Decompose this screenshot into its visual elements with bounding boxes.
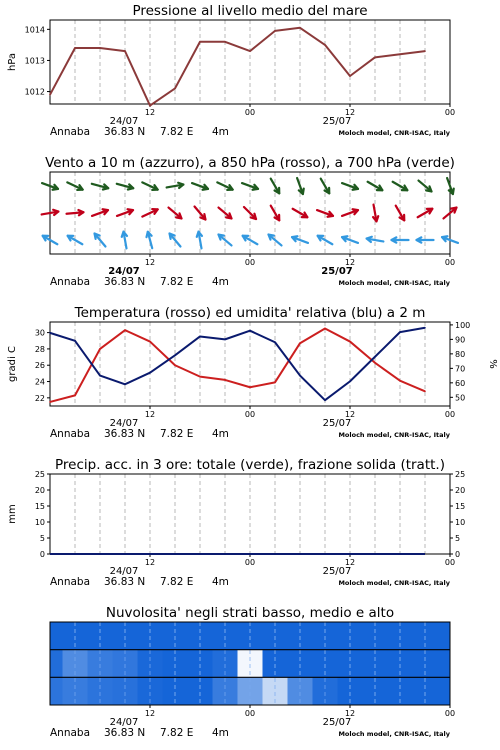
humidity-line-point [424, 327, 426, 329]
humidity-line-point [349, 381, 351, 383]
y-right-tick-label: 80 [455, 349, 466, 359]
x-tick-label: 00 [444, 108, 456, 117]
y-tick-label: 1013 [24, 56, 45, 66]
pressure-line-point [49, 94, 51, 96]
y-right-tick-label: 90 [455, 335, 466, 345]
location-name: Annaba [50, 576, 91, 588]
pressure-line-point [199, 41, 201, 43]
panel-2 [42, 155, 458, 288]
pressure-line-point [74, 47, 76, 49]
y-tick-label: 15 [34, 502, 45, 511]
plot-background [50, 474, 450, 554]
pressure-line-point [149, 105, 151, 107]
x-tick-label: 12 [144, 108, 156, 117]
y-right-axis-label: % [487, 359, 498, 369]
date-label: 24/07 [109, 717, 139, 728]
y-tick-label: 28 [34, 344, 45, 354]
pressure-line-point [349, 75, 351, 77]
pressure-line-point [249, 50, 251, 52]
humidity-line-point [274, 341, 276, 343]
panel-1 [7, 3, 455, 138]
temperature-line-point [349, 341, 351, 343]
location-lon: 7.82 E [160, 276, 194, 288]
date-label: 25/07 [322, 418, 352, 429]
y-axis-label: gradi C [7, 346, 18, 382]
y-right-tick-label: 25 [455, 470, 466, 479]
humidity-line-point [374, 356, 376, 358]
model-credit: Moloch model, CNR-ISAC, Italy [338, 279, 450, 287]
temperature-line-point [74, 395, 76, 397]
x-tick-label: 12 [344, 108, 356, 117]
date-label: 24/07 [109, 116, 139, 127]
y-right-tick-label: 10 [455, 518, 466, 527]
x-tick-label: 12 [344, 258, 356, 267]
pressure-line-point [99, 47, 101, 49]
pressure-line-point [224, 41, 226, 43]
humidity-line-point [249, 330, 251, 332]
y-tick-label: 22 [34, 393, 45, 403]
temperature-line-point [374, 362, 376, 364]
model-credit: Moloch model, CNR-ISAC, Italy [338, 730, 450, 738]
date-label: 25/07 [322, 566, 352, 577]
temperature-line-point [299, 342, 301, 344]
model-credit: Moloch model, CNR-ISAC, Italy [338, 431, 450, 439]
x-tick-label: 00 [244, 410, 256, 419]
humidity-line-point [124, 383, 126, 385]
location-lat: 36.83 N [104, 576, 146, 588]
location-name: Annaba [50, 276, 91, 288]
pressure-line-point [374, 57, 376, 59]
x-tick-label: 12 [144, 709, 156, 718]
x-tick-label: 12 [144, 258, 156, 267]
model-credit: Moloch model, CNR-ISAC, Italy [338, 129, 450, 137]
humidity-line-point [74, 340, 76, 342]
panel-title: Pressione al livello medio del mare [132, 3, 368, 19]
date-label: 24/07 [109, 418, 139, 429]
x-tick-label: 12 [144, 410, 156, 419]
date-label: 25/07 [321, 266, 353, 277]
y-right-tick-label: 0 [455, 550, 461, 559]
x-tick-label: 00 [444, 410, 456, 419]
temperature-line-point [424, 391, 426, 393]
humidity-line-point [224, 339, 226, 341]
y-axis-label: mm [7, 504, 18, 524]
pressure-line-point [424, 50, 426, 52]
pressure-line-point [399, 53, 401, 55]
date-label: 25/07 [322, 116, 352, 127]
pressure-line-point [324, 44, 326, 46]
x-tick-label: 00 [444, 258, 456, 267]
date-label: 25/07 [322, 717, 352, 728]
y-axis-label: hPa [7, 52, 18, 72]
location-lat: 36.83 N [104, 428, 146, 440]
location-lon: 7.82 E [160, 576, 194, 588]
location-alt: 4m [212, 276, 229, 288]
location-alt: 4m [212, 126, 229, 138]
y-right-tick-label: 15 [455, 502, 466, 511]
temperature-line-point [249, 386, 251, 388]
temperature-line-point [399, 380, 401, 382]
cloud-cell [50, 677, 63, 705]
y-tick-label: 5 [39, 534, 45, 543]
location-lon: 7.82 E [160, 727, 194, 739]
temperature-line-point [124, 329, 126, 331]
panel-title: Nuvolosita' negli strati basso, medio e alto [105, 605, 395, 621]
y-tick-label: 30 [34, 328, 45, 338]
humidity-line-point [399, 331, 401, 333]
x-tick-label: 00 [244, 108, 256, 117]
x-tick-label: 00 [244, 709, 256, 718]
location-alt: 4m [212, 576, 229, 588]
panel-3 [7, 305, 498, 440]
pressure-line-point [174, 88, 176, 90]
pressure-line-point [299, 27, 301, 29]
panel-title: Temperatura (rosso) ed umidita' relativa (blu) a 2 m [74, 305, 426, 321]
panel-4 [7, 457, 465, 588]
humidity-line-point [199, 336, 201, 338]
location-lat: 36.83 N [104, 727, 146, 739]
location-lon: 7.82 E [160, 126, 194, 138]
y-tick-label: 10 [34, 518, 45, 527]
location-lon: 7.82 E [160, 428, 194, 440]
y-right-tick-label: 100 [455, 320, 471, 330]
y-tick-label: 20 [34, 486, 45, 495]
location-alt: 4m [212, 727, 229, 739]
x-tick-label: 12 [144, 558, 156, 567]
date-label: 24/07 [109, 566, 139, 577]
y-right-tick-label: 50 [455, 393, 466, 403]
temperature-line-point [224, 379, 226, 381]
y-right-tick-label: 20 [455, 486, 466, 495]
x-tick-label: 00 [444, 709, 456, 718]
y-tick-label: 1014 [24, 25, 45, 35]
humidity-line-point [149, 372, 151, 374]
location-name: Annaba [50, 126, 91, 138]
temperature-line-point [174, 364, 176, 366]
x-tick-label: 12 [344, 410, 356, 419]
temperature-line-point [274, 382, 276, 384]
x-tick-label: 00 [244, 558, 256, 567]
location-name: Annaba [50, 727, 91, 739]
temperature-line-point [49, 401, 51, 403]
humidity-line-point [174, 355, 176, 357]
humidity-line-point [324, 399, 326, 401]
y-tick-label: 24 [34, 377, 45, 387]
x-tick-label: 00 [244, 258, 256, 267]
x-tick-label: 12 [344, 558, 356, 567]
humidity-line-point [99, 375, 101, 377]
panel-title: Vento a 10 m (azzurro), a 850 hPa (rosso), a 700 hPa (verde) [45, 155, 455, 171]
humidity-line-point [49, 332, 51, 334]
humidity-line-point [299, 375, 301, 377]
y-tick-label: 25 [34, 470, 45, 479]
panel-title: Precip. acc. in 3 ore: totale (verde), frazione solida (tratt.) [55, 457, 445, 473]
date-label: 24/07 [108, 266, 140, 277]
pressure-line-point [274, 30, 276, 32]
x-tick-label: 00 [444, 558, 456, 567]
temperature-line-point [99, 348, 101, 350]
location-lat: 36.83 N [104, 276, 146, 288]
location-alt: 4m [212, 428, 229, 440]
temperature-line-point [199, 376, 201, 378]
y-tick-label: 1012 [24, 87, 45, 97]
temperature-line-point [324, 328, 326, 330]
y-right-tick-label: 60 [455, 378, 466, 388]
y-tick-label: 26 [34, 361, 45, 371]
temperature-line-point [149, 341, 151, 343]
x-tick-label: 12 [344, 709, 356, 718]
pressure-line-point [124, 50, 126, 52]
y-right-tick-label: 70 [455, 364, 466, 374]
model-credit: Moloch model, CNR-ISAC, Italy [338, 579, 450, 587]
y-tick-label: 0 [39, 550, 45, 559]
location-lat: 36.83 N [104, 126, 146, 138]
cloud-cell [50, 650, 63, 678]
y-right-tick-label: 5 [455, 534, 461, 543]
panel-5 [50, 605, 455, 739]
location-name: Annaba [50, 428, 91, 440]
